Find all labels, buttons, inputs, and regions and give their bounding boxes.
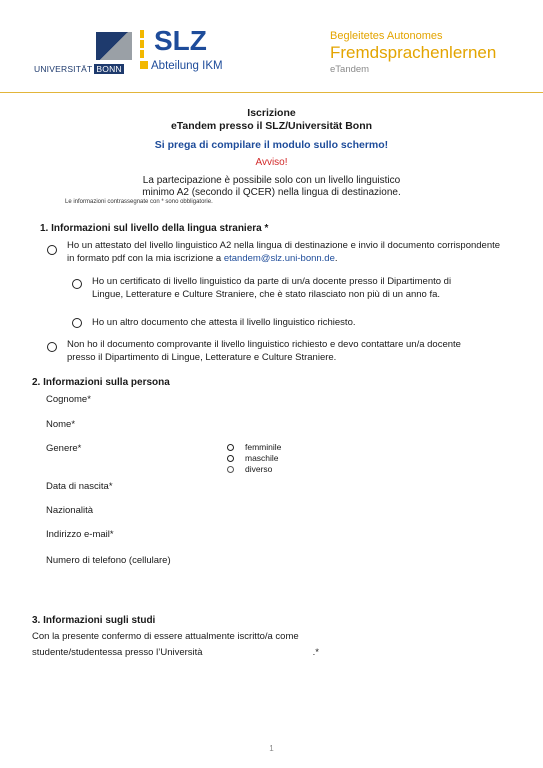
studies-confirmation-line-2: studente/studentessa presso l’Università .* [32, 647, 319, 658]
slz-subtitle: Abteilung IKM [140, 60, 223, 72]
studies-confirmation-line-1: Con la presente confermo di essere attualmente iscritto/a come [32, 631, 299, 642]
university-bonn-logo [34, 30, 134, 74]
gender-option-diverse[interactable]: diverso [227, 464, 272, 474]
language-level-option-4-radio[interactable] [47, 342, 57, 352]
university-logo-text: UNIVERSITÄT BONN [34, 64, 122, 74]
university-emblem-icon [96, 32, 132, 60]
email-label: Indirizzo e-mail* [46, 529, 114, 540]
brand-line-1: Begleitetes Autonomes [330, 30, 443, 42]
etandem-email-link[interactable]: etandem@slz.uni-bonn.de [223, 252, 335, 264]
warning-label: Avviso! [255, 157, 288, 168]
radio-icon[interactable] [227, 444, 234, 451]
header-divider [0, 92, 543, 93]
required-fields-note: Le informazioni contrassegnate con * sono obbligatorie. [65, 199, 213, 205]
fill-instruction: Si prega di compilare il modulo sullo schermo! [154, 139, 389, 151]
language-level-option-3-text: Ho un altro documento che attesta il livello linguistico richiesto. [92, 317, 356, 328]
form-title: Iscrizione [247, 107, 296, 119]
brand-line-3: eTandem [330, 64, 370, 75]
gender-label: Genere* [46, 443, 82, 454]
language-level-option-3-radio[interactable] [72, 318, 82, 328]
section-2-heading: 2. Informazioni sulla persona [32, 377, 170, 388]
birthdate-label: Data di nascita* [46, 481, 113, 492]
slz-mark-icon [140, 30, 152, 58]
language-level-option-1-text: Ho un attestato del livello linguistico A2 nella lingua di destinazione e invio il documento corrispondente in formato pdf con la mia iscrizione a etandem@slz.uni-bonn.de. [67, 240, 501, 264]
section-3-heading: 3. Informazioni sugli studi [32, 615, 156, 626]
radio-icon[interactable] [227, 455, 234, 462]
name-label: Nome* [46, 419, 76, 430]
language-level-option-1-radio[interactable] [47, 245, 57, 255]
level-requirement-note: La partecipazione è possibile solo con un livello linguistico minimo A2 (secondo il QCER) nella lingua di destinazione. [142, 175, 401, 198]
gender-option-female[interactable]: femminile [227, 442, 281, 452]
section-1-heading: 1. Informazioni sul livello della lingua straniera * [40, 223, 269, 234]
form-subtitle: eTandem presso il SLZ/Universität Bonn [170, 120, 373, 132]
brand-line-2: Fremdsprachenlernen [330, 43, 497, 62]
language-level-option-4-text: Non ho il documento comprovante il livello linguistico richiesto e devo contattare un/a docente presso il Dipartimento di Lingue, Letterature e Culture Straniere. [67, 339, 461, 363]
radio-icon[interactable] [227, 466, 234, 473]
language-level-option-2-radio[interactable] [72, 279, 82, 289]
page-number: 1 [269, 744, 274, 753]
gender-option-male[interactable]: maschile [227, 453, 279, 463]
slz-logo [140, 25, 260, 76]
phone-label: Numero di telefono (cellulare) [46, 555, 171, 566]
program-brand [330, 30, 530, 76]
surname-label: Cognome* [46, 394, 91, 405]
slz-title: SLZ [154, 25, 207, 56]
nationality-label: Nazionalità [46, 505, 93, 516]
language-level-option-2-text: Ho un certificato di livello linguistico da parte di un/a docente presso il Dipartimento di Lingue, Letterature e Culture Straniere, che è stato rilasciato non più di un anno fa. [92, 276, 452, 300]
